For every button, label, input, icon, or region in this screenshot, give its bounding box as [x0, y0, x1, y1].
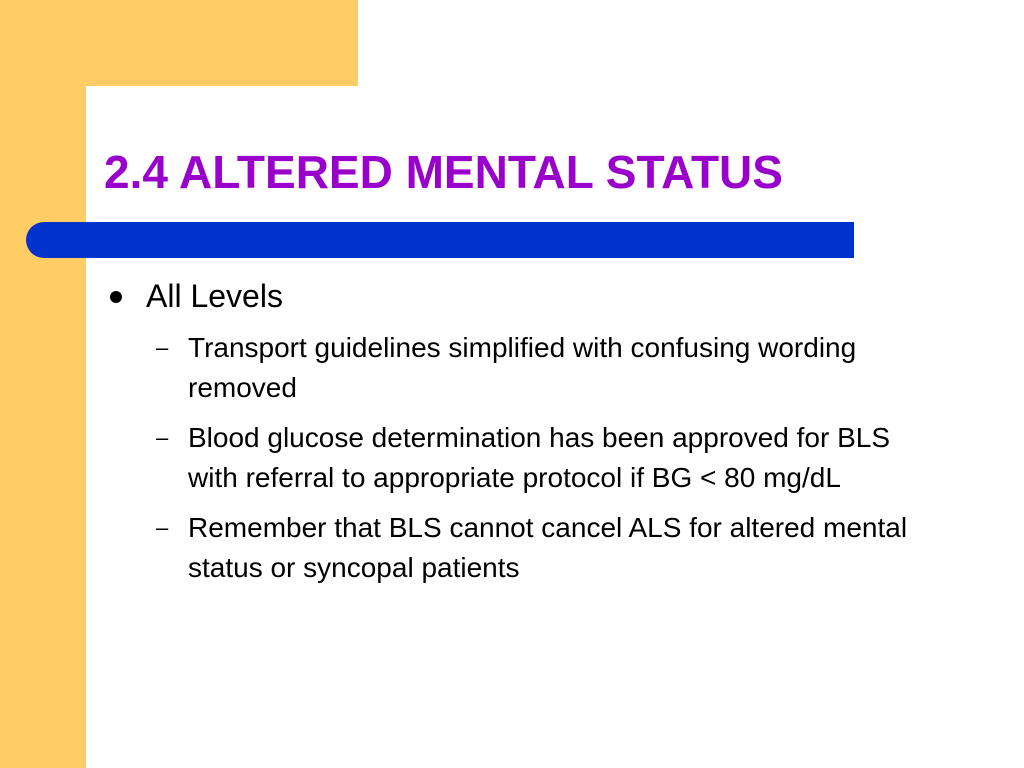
bullet-item — [104, 274, 964, 318]
sub-bullet-text: Transport guidelines simplified with confusing wording removed — [188, 332, 857, 403]
bullet-dot-icon — [110, 291, 122, 303]
sub-bullet-list — [104, 328, 964, 588]
bullet-label: All Levels — [146, 278, 283, 314]
sub-bullet-item — [104, 328, 928, 408]
slide-title: 2.4 ALTERED MENTAL STATUS — [104, 146, 783, 198]
slide-body — [104, 274, 964, 598]
dash-marker-icon: – — [156, 335, 169, 360]
decorative-yellow-left-band — [0, 0, 86, 768]
sub-bullet-text: Remember that BLS cannot cancel ALS for altered mental status or syncopal patients — [188, 512, 908, 583]
dash-marker-icon: – — [156, 515, 169, 540]
sub-bullet-item — [104, 508, 928, 588]
title-underline-bar — [26, 222, 854, 258]
dash-marker-icon: – — [156, 425, 169, 450]
sub-bullet-text: Blood glucose determination has been approved for BLS with referral to appropriate protocol if BG < 80 mg/dL — [188, 422, 891, 493]
sub-bullet-item — [104, 418, 928, 498]
